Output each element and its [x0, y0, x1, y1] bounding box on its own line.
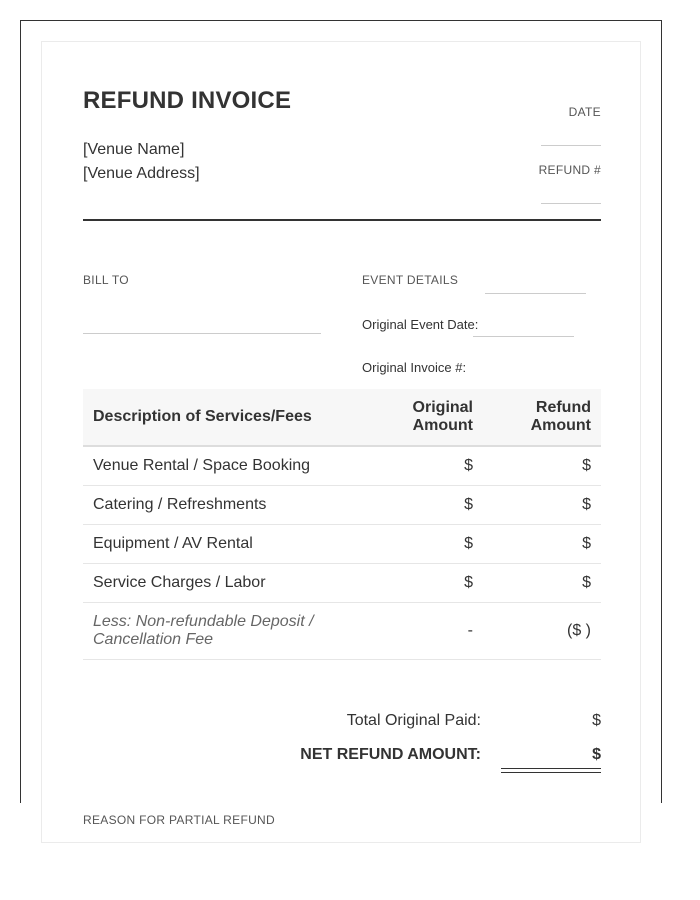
reason-label: REASON FOR PARTIAL REFUND — [83, 813, 275, 827]
row-original-amount[interactable]: $ — [464, 457, 473, 474]
venue-address: [Venue Address] — [83, 165, 200, 182]
date-label: DATE — [568, 105, 601, 119]
net-refund-amount-value[interactable]: $ — [592, 746, 601, 763]
row-refund-amount[interactable]: ($ ) — [567, 622, 591, 639]
row-description: Venue Rental / Space Booking — [93, 457, 311, 474]
total-original-paid-value[interactable]: $ — [592, 712, 601, 729]
column-header-original-amount: Original Amount — [412, 399, 473, 434]
invoice-page — [41, 41, 641, 843]
event-details-label: EVENT DETAILS — [362, 273, 459, 287]
row-original-amount: - — [467, 622, 473, 639]
table-row — [83, 564, 601, 603]
row-refund-amount[interactable]: $ — [582, 574, 591, 591]
column-header-refund-amount: Refund Amount — [530, 399, 591, 434]
table-row — [83, 525, 601, 564]
header-divider — [83, 219, 601, 221]
row-original-amount[interactable]: $ — [464, 535, 473, 552]
table-row — [83, 486, 601, 525]
original-event-date-label: Original Event Date: — [362, 317, 479, 332]
total-original-paid-label: Total Original Paid: — [346, 712, 481, 729]
row-original-amount[interactable]: $ — [464, 496, 473, 513]
row-refund-amount[interactable]: $ — [582, 535, 591, 552]
original-event-date-field[interactable] — [485, 293, 586, 294]
venue-name: [Venue Name] — [83, 141, 185, 158]
refund-number-label: REFUND # — [538, 163, 601, 177]
row-description: Less: Non-refundable Deposit / Cancellation Fee — [93, 613, 314, 648]
invoice-title: REFUND INVOICE — [83, 87, 292, 114]
bill-to-field[interactable] — [83, 333, 321, 334]
table-row-deduction — [83, 603, 601, 660]
bill-to-label: BILL TO — [83, 273, 129, 287]
column-header-description: Description of Services/Fees — [93, 408, 312, 425]
original-invoice-field[interactable] — [473, 336, 574, 337]
row-refund-amount[interactable]: $ — [582, 457, 591, 474]
original-invoice-label: Original Invoice #: — [362, 360, 467, 375]
row-description: Service Charges / Labor — [93, 574, 266, 591]
row-description: Equipment / AV Rental — [93, 535, 253, 552]
row-description: Catering / Refreshments — [93, 496, 267, 513]
fees-table — [83, 389, 601, 660]
refund-number-field[interactable] — [541, 203, 601, 204]
row-refund-amount[interactable]: $ — [582, 496, 591, 513]
table-header — [83, 389, 601, 447]
date-field[interactable] — [541, 145, 601, 146]
document-viewport[interactable] — [20, 20, 662, 827]
row-original-amount[interactable]: $ — [464, 574, 473, 591]
net-refund-amount-label: NET REFUND AMOUNT: — [300, 746, 481, 763]
net-refund-double-underline — [501, 768, 601, 773]
table-row — [83, 447, 601, 486]
